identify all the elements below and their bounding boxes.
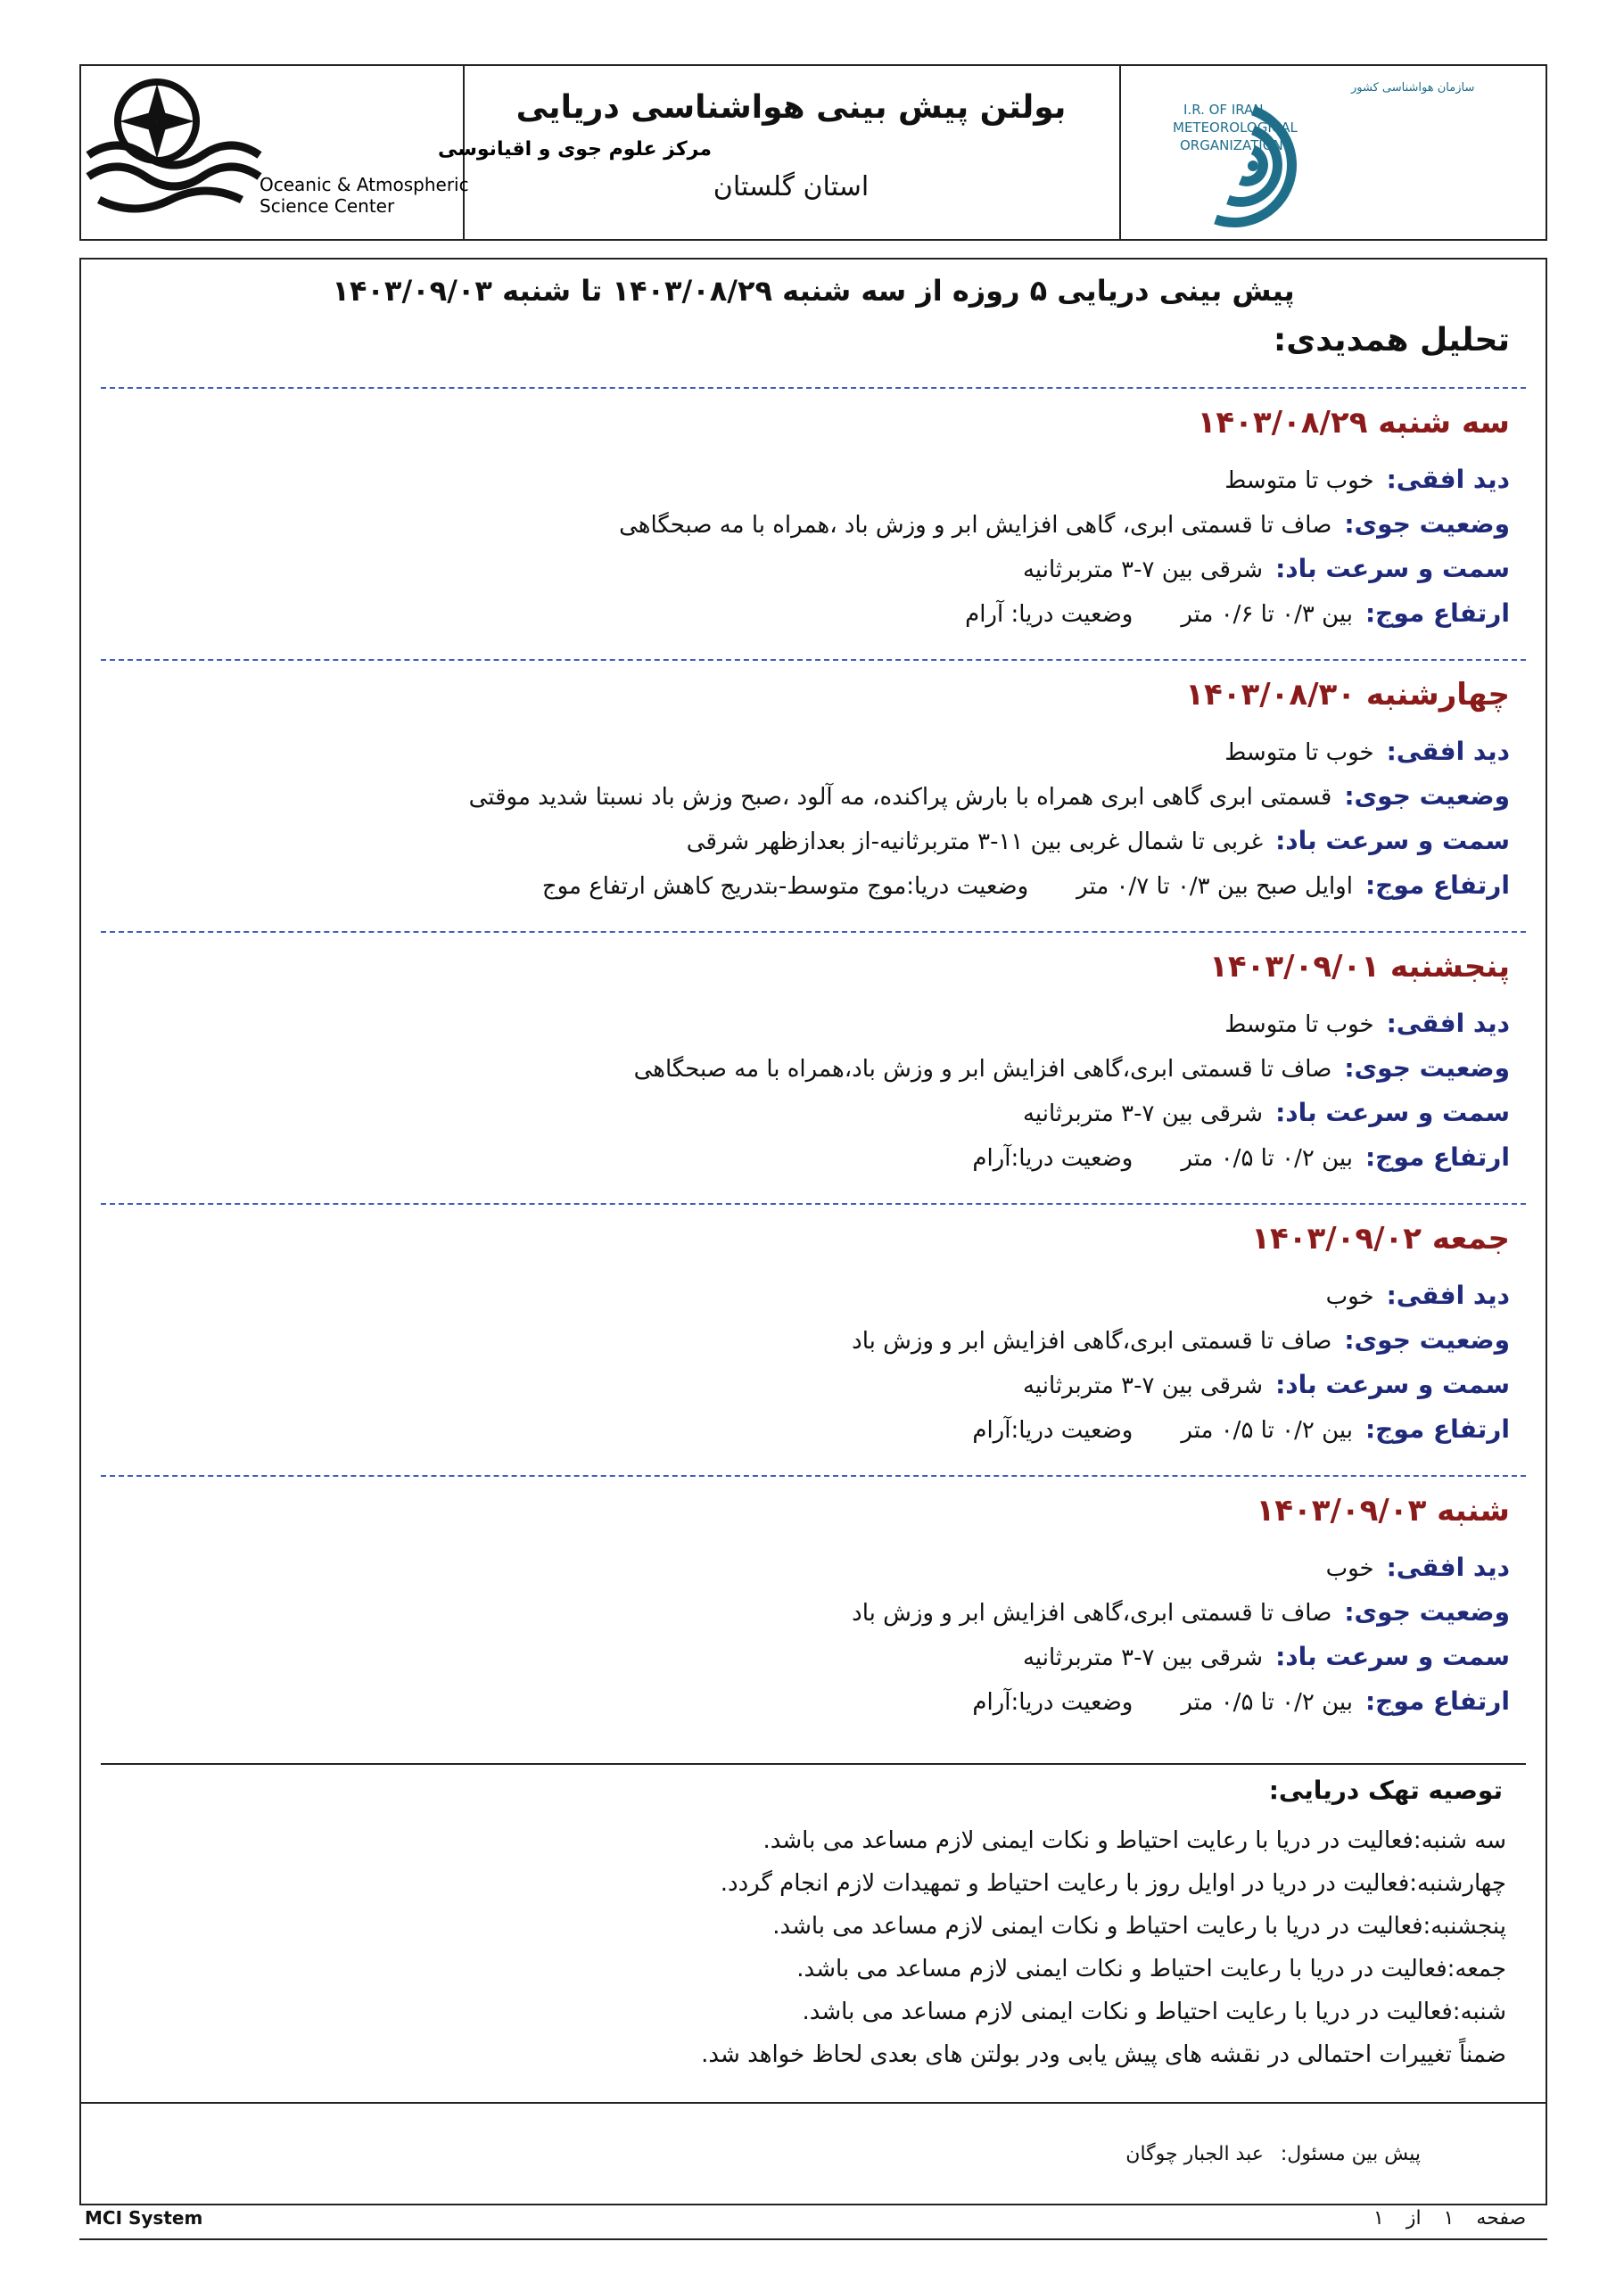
advice-divider <box>101 1763 1526 1765</box>
weather-label: وضعیت جوی: <box>1344 1325 1510 1355</box>
province-name: استان گلستان <box>713 171 870 202</box>
page-number <box>1373 2207 1526 2229</box>
wind-value: شرقی بین ۷-۳ متربرثانیه <box>1022 1100 1264 1127</box>
weather-value: صاف تا قسمتی ابری،گاهی افزایش ابر و وزش باد <box>852 1328 1332 1355</box>
advice-line: پنجشنبه:فعالیت در دریا با رعایت احتیاط و نکات ایمنی لازم مساعد می باشد. <box>772 1913 1506 1940</box>
meteorological-organization-logo-icon <box>1119 66 1624 241</box>
weather-value: صاف تا قسمتی ابری، گاهی افزایش ابر و وزش باد ،همراه با مه صبحگاهی <box>619 512 1332 539</box>
visibility-label: دید افقی: <box>1386 737 1510 766</box>
wave-value: بین ۰/۳ تا ۰/۶ متر <box>1181 601 1353 628</box>
meteorological-org-logo-cell <box>1119 66 1546 239</box>
footer-rule <box>79 2238 1547 2240</box>
weather-value: صاف تا قسمتی ابری،گاهی افزایش ابر و وزش باد،همراه با مه صبحگاهی <box>633 1056 1332 1083</box>
wind-value: شرقی بین ۷-۳ متربرثانیه <box>1022 1644 1264 1671</box>
sea-state-value: وضعیت دریا:آرام <box>972 1689 1134 1716</box>
forecast-box <box>79 258 1547 2104</box>
wave-row <box>972 1414 1510 1444</box>
synoptic-analysis-label: تحلیل همدیدی: <box>1273 322 1510 359</box>
visibility-label: دید افقی: <box>1386 465 1510 494</box>
weather-label: وضعیت جوی: <box>1344 1597 1510 1627</box>
day-title: سه شنبه ۱۴۰۳/۰۸/۲۹ <box>1197 405 1510 441</box>
org-logo-en-line3: ORGANIZATION <box>1180 137 1283 153</box>
forecaster-signature <box>1125 2143 1421 2165</box>
oceanic-logo-fa-text: مرکز علوم جوی و اقیانوسی <box>438 138 712 161</box>
wind-row <box>1023 554 1510 583</box>
wind-label: سمت و سرعت باد: <box>1275 554 1510 583</box>
visibility-row <box>1224 737 1510 766</box>
advice-line: سه شنبه:فعالیت در دریا با رعایت احتیاط و نکات ایمنی لازم مساعد می باشد. <box>763 1827 1506 1854</box>
sea-state-value: وضعیت دریا:موج متوسط-بتدریج کاهش ارتفاع موج <box>541 873 1029 900</box>
weather-row <box>852 1597 1510 1627</box>
sea-state-value: وضعیت دریا: آرام <box>965 601 1134 628</box>
visibility-value: خوب تا متوسط <box>1224 467 1374 494</box>
advice-title: توصیه تهک دریایی: <box>1268 1776 1503 1805</box>
weather-row <box>852 1325 1510 1355</box>
wave-row <box>542 870 1510 900</box>
visibility-value: خوب تا متوسط <box>1224 739 1374 766</box>
wind-row <box>687 826 1510 855</box>
wave-value: بین ۰/۲ تا ۰/۵ متر <box>1181 1145 1353 1172</box>
dashed-divider <box>101 1203 1526 1205</box>
forecaster-name: عبد الجبار چوگان <box>1125 2143 1264 2165</box>
day-title: جمعه ۱۴۰۳/۰۹/۰۲ <box>1251 1221 1510 1257</box>
org-logo-fa-text: سازمان هواشناسی کشور <box>1351 81 1475 95</box>
oceanic-logo-en-line2: Science Center <box>260 195 395 217</box>
page-current: ۱ <box>1443 2207 1455 2229</box>
dashed-divider <box>101 1475 1526 1477</box>
signature-box <box>79 2104 1547 2205</box>
wave-value: اوایل صبح بین ۰/۳ تا ۰/۷ متر <box>1076 873 1353 900</box>
header-title-cell <box>463 66 1121 239</box>
wind-row <box>1023 1370 1510 1399</box>
weather-label: وضعیت جوی: <box>1344 509 1510 539</box>
dashed-divider <box>101 931 1526 933</box>
wave-label: ارتفاع موج: <box>1364 1414 1510 1444</box>
oceanic-center-logo-cell <box>81 66 712 239</box>
wind-value: شرقی بین ۷-۳ متربرثانیه <box>1022 556 1264 583</box>
page-label: صفحه <box>1476 2207 1527 2229</box>
wave-label: ارتفاع موج: <box>1364 1686 1510 1716</box>
oceanic-logo-en-line1: Oceanic & Atmospheric <box>260 174 469 195</box>
wave-value: بین ۰/۲ تا ۰/۵ متر <box>1181 1689 1353 1716</box>
oceanic-center-logo-icon <box>81 66 712 241</box>
wind-label: سمت و سرعت باد: <box>1275 826 1510 855</box>
wave-row <box>965 598 1510 628</box>
forecast-period-title: پیش بینی دریایی ۵ روزه از سه شنبه ۱۴۰۳/۰۸/۲۹ تا شنبه ۱۴۰۳/۰۹/۰۳ <box>332 274 1295 308</box>
wind-row <box>1023 1098 1510 1127</box>
wave-row <box>972 1142 1510 1172</box>
visibility-label: دید افقی: <box>1386 1553 1510 1582</box>
dashed-divider <box>101 659 1526 661</box>
dashed-divider <box>101 387 1526 389</box>
weather-label: وضعیت جوی: <box>1344 781 1510 811</box>
page-total: ۱ <box>1373 2207 1384 2229</box>
wind-label: سمت و سرعت باد: <box>1275 1642 1510 1671</box>
weather-value: صاف تا قسمتی ابری،گاهی افزایش ابر و وزش باد <box>852 1600 1332 1627</box>
org-logo-en-line1: I.R. OF IRAN <box>1183 102 1264 118</box>
wave-value: بین ۰/۲ تا ۰/۵ متر <box>1181 1417 1353 1444</box>
day-title: پنجشنبه ۱۴۰۳/۰۹/۰۱ <box>1209 949 1510 985</box>
wave-label: ارتفاع موج: <box>1364 870 1510 900</box>
visibility-row <box>1224 1009 1510 1038</box>
wind-value: غربی تا شمال غربی بین ۱۱-۳ متربرثانیه-از بعدازظهر شرقی <box>686 828 1264 855</box>
wave-label: ارتفاع موج: <box>1364 1142 1510 1172</box>
visibility-value: خوب <box>1325 1555 1374 1582</box>
sea-state-value: وضعیت دریا:آرام <box>972 1145 1134 1172</box>
wind-row <box>1023 1642 1510 1671</box>
visibility-row <box>1224 465 1510 494</box>
visibility-row <box>1326 1281 1510 1310</box>
advice-line: چهارشنبه:فعالیت در دریا در اوایل روز با رعایت احتیاط و تمهیدات لازم انجام گردد. <box>720 1870 1506 1897</box>
org-logo-en-line2: METEOROLOGICAL <box>1173 120 1298 136</box>
day-title: چهارشنبه ۱۴۰۳/۰۸/۳۰ <box>1185 677 1510 713</box>
advice-line: جمعه:فعالیت در دریا با رعایت احتیاط و نکات ایمنی لازم مساعد می باشد. <box>796 1956 1506 1982</box>
page-of: از <box>1406 2207 1422 2229</box>
visibility-value: خوب <box>1325 1283 1374 1310</box>
visibility-value: خوب تا متوسط <box>1224 1011 1374 1038</box>
system-name: MCI System <box>85 2207 203 2229</box>
forecaster-label: پیش بین مسئول: <box>1280 2143 1421 2165</box>
visibility-label: دید افقی: <box>1386 1281 1510 1310</box>
weather-label: وضعیت جوی: <box>1344 1053 1510 1083</box>
visibility-row <box>1326 1553 1510 1582</box>
weather-row <box>634 1053 1510 1083</box>
wind-label: سمت و سرعت باد: <box>1275 1370 1510 1399</box>
weather-row <box>619 509 1510 539</box>
visibility-label: دید افقی: <box>1386 1009 1510 1038</box>
header-box <box>79 64 1547 241</box>
weather-value: قسمتی ابری گاهی ابری همراه با بارش پراکنده، مه آلود ،صبح وزش باد نسبتا شدید موقتی <box>468 784 1332 811</box>
wave-label: ارتفاع موج: <box>1364 598 1510 628</box>
day-title: شنبه ۱۴۰۳/۰۹/۰۳ <box>1256 1493 1510 1529</box>
bulletin-title: بولتن پیش بینی هواشناسی دریایی <box>515 89 1067 126</box>
wind-label: سمت و سرعت باد: <box>1275 1098 1510 1127</box>
wind-value: شرقی بین ۷-۳ متربرثانیه <box>1022 1372 1264 1399</box>
sea-state-value: وضعیت دریا:آرام <box>972 1417 1134 1444</box>
advice-line: شنبه:فعالیت در دریا با رعایت احتیاط و نکات ایمنی لازم مساعد می باشد. <box>802 1999 1506 2025</box>
advice-line: ضمناً تغییرات احتمالی در نقشه های پیش یابی ودر بولتن های بعدی لحاظ خواهد شد. <box>701 2041 1506 2068</box>
wave-row <box>972 1686 1510 1716</box>
weather-row <box>469 781 1510 811</box>
